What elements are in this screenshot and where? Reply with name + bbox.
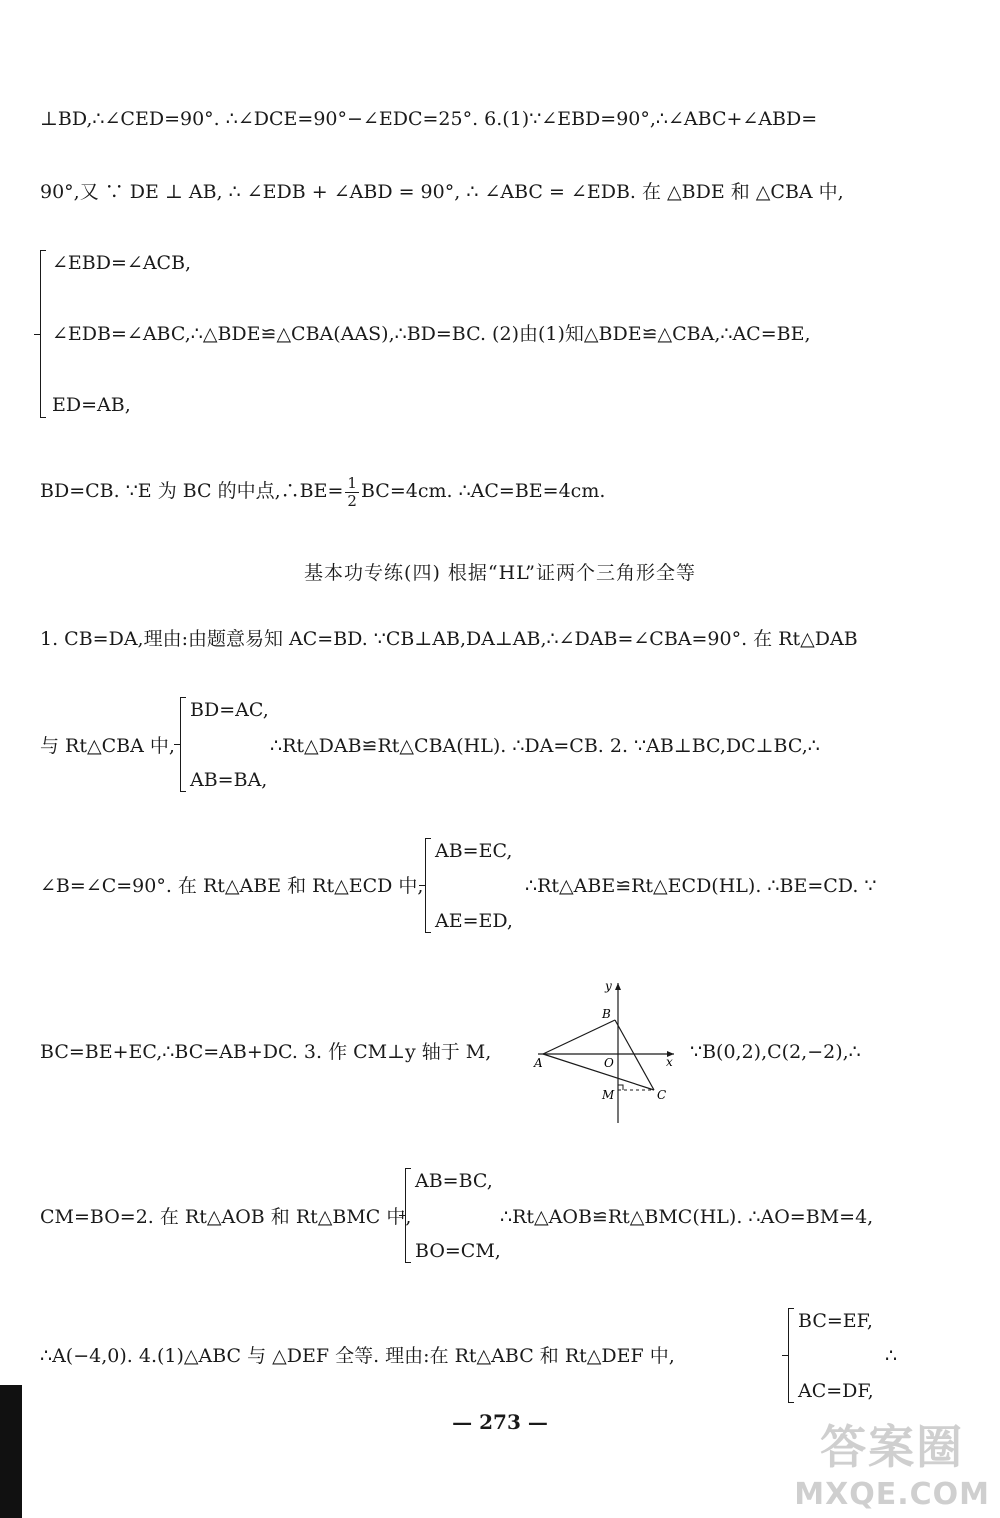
- system-5-line-1: BC=EF,: [798, 1310, 873, 1332]
- watermark-logo: 答案圈: [820, 1420, 965, 1474]
- coordinate-figure: [528, 975, 678, 1125]
- label-m: M: [602, 1088, 615, 1102]
- system-1-line-2: ∠EDB=∠ABC,∴△BDE≌△CBA(AAS),∴BD=BC. (2)由(1)知△BDE≌△CBA,∴AC=BE,: [52, 323, 811, 345]
- text-line-6-end: BC=4cm. ∴AC=BE=4cm.: [360, 480, 606, 502]
- fraction-one-half: $\frac{1}{2}$: [347, 474, 357, 510]
- system-1-line-1: ∠EBD=∠ACB,: [52, 252, 192, 274]
- system-2-line-2: AB=BA,: [190, 769, 268, 791]
- system-3-line-1: AB=EC,: [435, 840, 513, 862]
- label-a: A: [534, 1056, 543, 1070]
- text-line-7: 1. CB=DA,理由:由题意易知 AC=BD. ∵CB⊥AB,DA⊥AB,∴∠DAB=∠CBA=90°. 在 Rt△DAB: [40, 628, 858, 650]
- text-line-2: 90°,又 ∵ DE ⊥ AB, ∴ ∠EDB + ∠ABD = 90°, ∴ ∠ABC = ∠EDB. 在 △BDE 和 △CBA 中,: [40, 181, 844, 203]
- label-x: x: [666, 1055, 673, 1069]
- watermark-url: MXQE.COM: [794, 1477, 990, 1512]
- text-line-12-end: ∴: [885, 1345, 898, 1367]
- text-line-9-start: ∠B=∠C=90°. 在 Rt△ABE 和 Rt△ECD 中,: [40, 875, 424, 897]
- label-b: B: [602, 1007, 611, 1021]
- segment-ab: [543, 1020, 615, 1054]
- text-line-10-start: BC=BE+EC,∴BC=AB+DC. 3. 作 CM⊥y 轴于 M,: [40, 1041, 492, 1063]
- text-line-1: ⊥BD,∴∠CED=90°. ∴∠DCE=90°−∠EDC=25°. 6.(1)∵∠EBD=90°,∴∠ABC+∠ABD=: [40, 108, 818, 130]
- label-c: C: [657, 1088, 667, 1102]
- section-heading: 基本功专练(四) 根据“HL”证两个三角形全等: [304, 562, 696, 584]
- text-line-8-end: ∴Rt△DAB≌Rt△CBA(HL). ∴DA=CB. 2. ∵AB⊥BC,DC⊥BC,∴: [270, 735, 820, 757]
- right-angle-mark: [618, 1085, 623, 1090]
- label-y: y: [605, 979, 612, 993]
- label-o: O: [604, 1056, 614, 1070]
- text-line-12-start: ∴A(−4,0). 4.(1)△ABC 与 △DEF 全等. 理由:在 Rt△ABC 和 Rt△DEF 中,: [40, 1345, 675, 1367]
- system-2-line-1: BD=AC,: [190, 699, 269, 721]
- system-1-line-3: ED=AB,: [52, 394, 131, 416]
- watermark: [794, 1411, 990, 1512]
- y-axis-arrow: [615, 983, 621, 990]
- text-line-8-start: 与 Rt△CBA 中,: [40, 735, 175, 757]
- system-5-line-2: AC=DF,: [798, 1380, 874, 1402]
- page-number: — 273 —: [452, 1410, 548, 1434]
- text-line-6: [40, 475, 605, 509]
- text-line-11-start: CM=BO=2. 在 Rt△AOB 和 Rt△BMC 中,: [40, 1206, 412, 1228]
- text-line-10-end: ∵B(0,2),C(2,−2),∴: [690, 1041, 861, 1063]
- text-line-11-end: ∴Rt△AOB≌Rt△BMC(HL). ∴AO=BM=4,: [500, 1206, 874, 1228]
- scan-edge-bar: [0, 1385, 22, 1518]
- text-line-6-start: BD=CB. ∵E 为 BC 的中点,∴BE=: [40, 480, 344, 502]
- system-3-line-2: AE=ED,: [435, 910, 513, 932]
- system-4-line-1: AB=BC,: [415, 1170, 493, 1192]
- system-4-line-2: BO=CM,: [415, 1240, 501, 1262]
- text-line-9-end: ∴Rt△ABE≌Rt△ECD(HL). ∴BE=CD. ∵: [525, 875, 877, 897]
